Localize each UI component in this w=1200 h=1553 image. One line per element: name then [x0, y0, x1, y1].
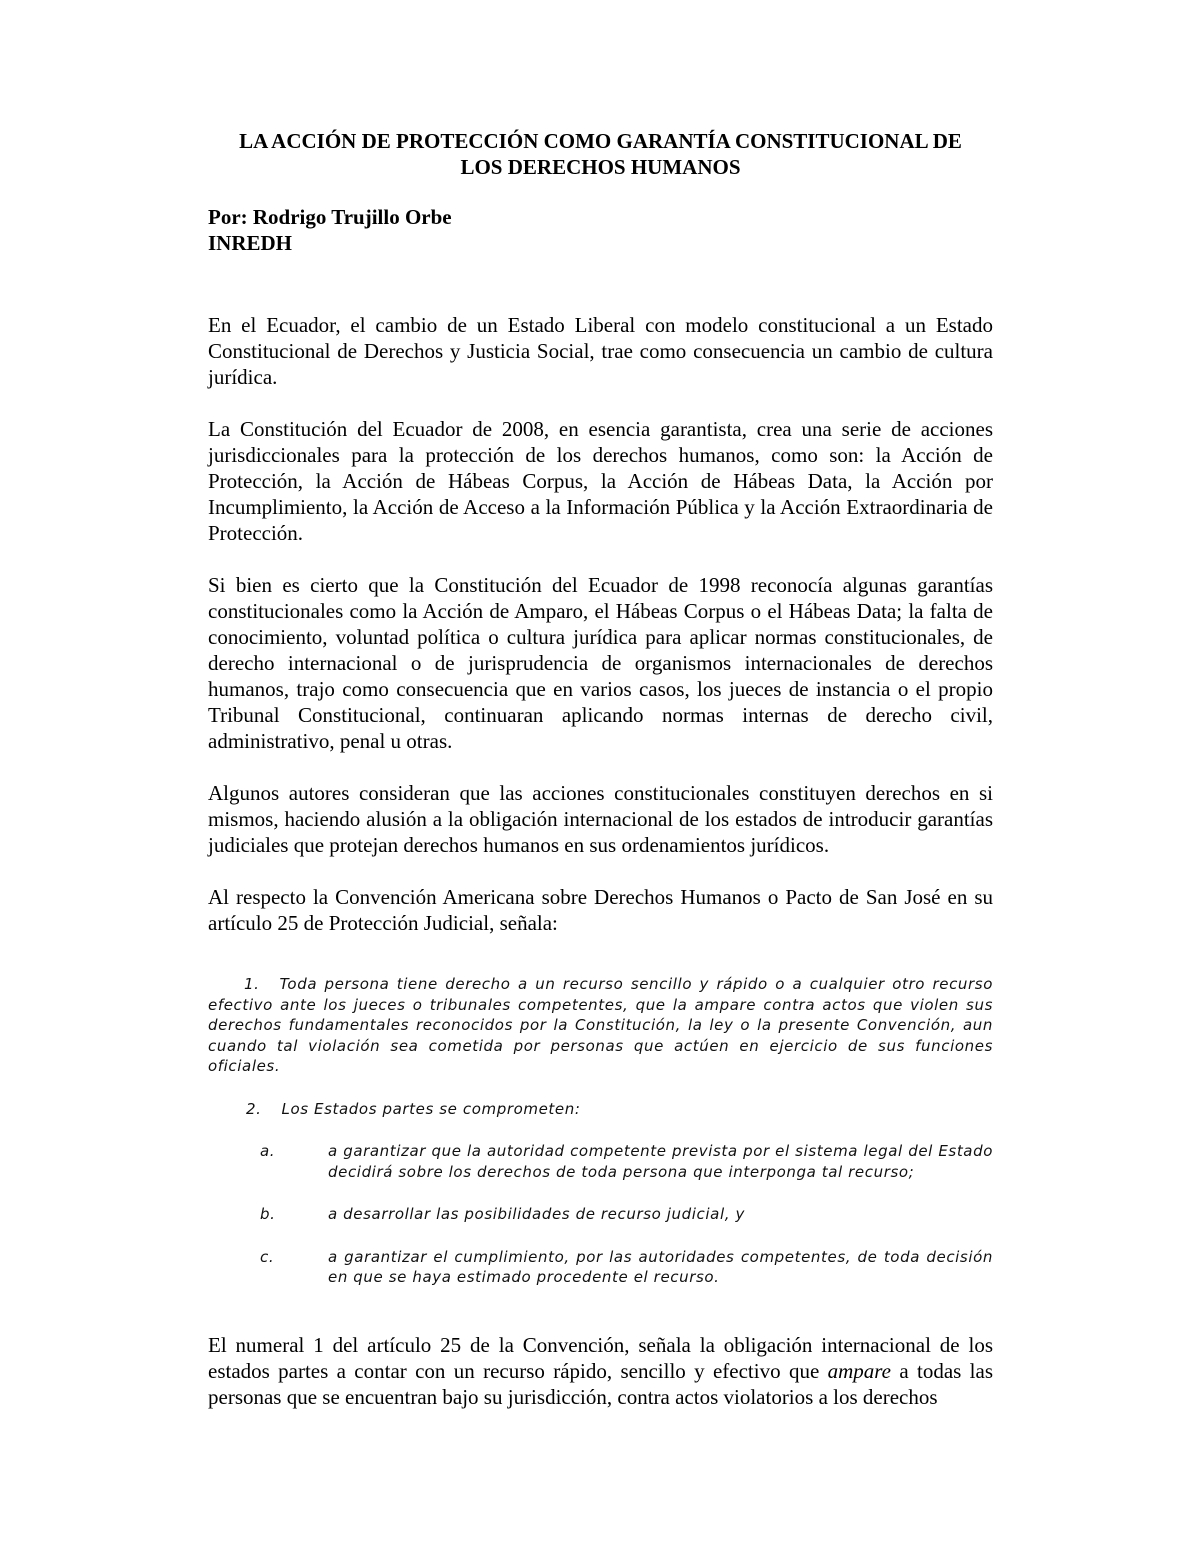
- closing-emphasis: ampare: [827, 1358, 891, 1383]
- quote-item-1-number: 1.: [244, 975, 260, 993]
- paragraph-2: La Constitución del Ecuador de 2008, en esencia garantista, crea una serie de acciones jurisdiccionales para la protección de los derechos humanos, como son: la Acción de Protección, la Acción de Hábeas Corpus, la Acción de Hábeas Data, la Acción por Incumplimiento, la Acción de Acceso a la Información Pública y la Acción Extraordinaria de Protección.: [208, 417, 993, 545]
- byline: [208, 204, 993, 256]
- paragraph-5: Al respecto la Convención Americana sobre Derechos Humanos o Pacto de San José en su artículo 25 de Protección Judicial, señala:: [208, 885, 993, 935]
- sub-item-c-letter: c.: [260, 1247, 275, 1266]
- closing-text-before: El numeral 1 del artículo 25 de la Convención, señala la obligación internacional de los estados partes a contar con un recurso rápido, sencillo y efectivo que: [208, 1332, 993, 1383]
- quote-sub-item-a: [260, 1141, 993, 1182]
- sub-item-c-text: a garantizar el cumplimiento, por las autoridades competentes, de toda decisión en que se haya estimado procedente el recurso.: [328, 1247, 993, 1286]
- sub-item-b-text: a desarrollar las posibilidades de recurso judicial, y: [328, 1205, 745, 1223]
- title-line-1: LA ACCIÓN DE PROTECCIÓN COMO GARANTÍA CONSTITUCIONAL DE: [239, 129, 962, 153]
- sub-item-a-text: a garantizar que la autoridad competente prevista por el sistema legal del Estado decidirá sobre los derechos de toda persona que interponga tal recurso;: [328, 1142, 993, 1181]
- quote-item-1: [208, 974, 993, 1077]
- convention-quote: [208, 974, 993, 1288]
- document-title: [208, 128, 993, 180]
- paragraph-1: En el Ecuador, el cambio de un Estado Liberal con modelo constitucional a un Estado Constitucional de Derechos y Justicia Social, trae como consecuencia un cambio de cultura jurídica.: [208, 313, 993, 389]
- sub-item-b-letter: b.: [260, 1205, 276, 1223]
- closing-paragraph: [208, 1332, 993, 1410]
- document-page: [208, 128, 993, 1436]
- quote-item-1-text: Toda persona tiene derecho a un recurso sencillo y rápido o a cualquier otro recurso efectivo ante los jueces o tribunales competentes, que la ampare contra actos que violen sus derechos fundamentales reconocidos por la Constitución, la ley o la presente Convención, aun cuando tal violación sea cometida por personas que actúen en ejercicio de sus funciones oficiales.: [208, 975, 993, 1075]
- quote-sub-item-b: [260, 1204, 993, 1225]
- quote-sub-item-c: [260, 1247, 993, 1288]
- paragraph-3: Si bien es cierto que la Constitución del Ecuador de 1998 reconocía algunas garantías constitucionales como la Acción de Amparo, el Hábeas Corpus o el Hábeas Data; la falta de conocimiento, voluntad política o cultura jurídica para aplicar normas constitucionales, de derecho internacional o de jurisprudencia de organismos internacionales de derechos humanos, trajo como consecuencia que en varios casos, los jueces de instancia o el propio Tribunal Constitucional, continuaran aplicando normas internas de derecho civil, administrativo, penal u otras.: [208, 573, 993, 753]
- sub-item-a-letter: a.: [260, 1142, 276, 1160]
- author: Por: Rodrigo Trujillo Orbe: [208, 205, 452, 229]
- title-line-2: LOS DERECHOS HUMANOS: [460, 155, 741, 179]
- closing-text-after: a todas las personas que se encuentran bajo su jurisdicción, contra actos violatorios a los derechos: [208, 1358, 993, 1409]
- quote-item-2: [246, 1099, 993, 1120]
- quote-item-2-text: Los Estados partes se comprometen:: [281, 1099, 581, 1118]
- paragraph-4: Algunos autores consideran que las acciones constitucionales constituyen derechos en si mismos, haciendo alusión a la obligación internacional de los estados de introducir garantías judiciales que protejan derechos humanos en sus ordenamientos jurídicos.: [208, 781, 993, 857]
- quote-item-2-number: 2.: [246, 1099, 262, 1118]
- organization: INREDH: [208, 231, 293, 255]
